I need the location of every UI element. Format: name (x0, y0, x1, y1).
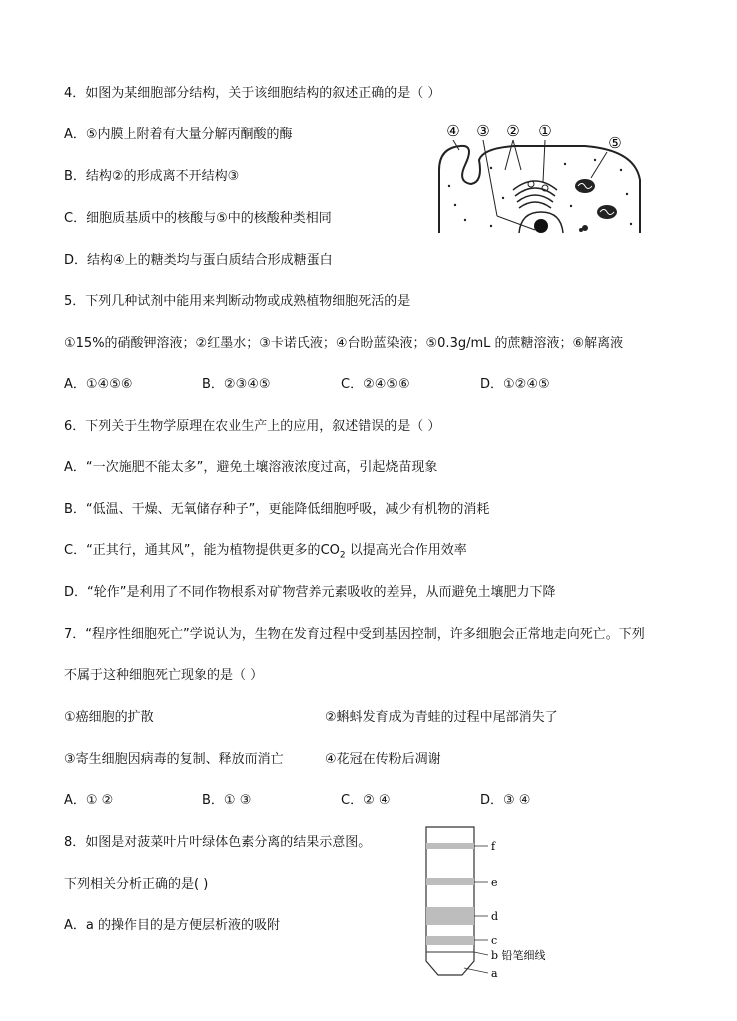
q4-option-d: D．结构④上的糖类均与蛋白质结合形成糖蛋白 (64, 253, 333, 268)
cell-structure-figure (435, 120, 650, 235)
label-2: ② (506, 122, 520, 140)
q6-option-b: B．“低温、干燥、无氧储存种子”，更能降低细胞呼吸，减少有机物的消耗 (64, 502, 490, 517)
q4-option-a: A．⑤内膜上附着有大量分解丙酮酸的酶 (64, 127, 293, 142)
band-label-a: a (491, 967, 498, 980)
label-3: ③ (476, 122, 490, 140)
label-1: ① (538, 122, 552, 140)
q6-option-c-text: C．“正其行，通其风”，能为植物提供更多的 (64, 543, 321, 558)
q5-stem: 5．下列几种试剂中能用来判断动物或成熟植物细胞死活的是 (64, 294, 411, 309)
q7-item-4: ④花冠在传粉后凋谢 (325, 752, 441, 767)
q4-option-b: B．结构②的形成离不开结构③ (64, 169, 240, 184)
band-label-b: b 铅笔细线 (491, 949, 546, 962)
q6-co2-sub: 2 (339, 550, 346, 561)
q6-option-c (64, 542, 467, 565)
q6-option-a: A．“一次施肥不能太多”，避免土壤溶液浓度过高，引起烧苗现象 (64, 460, 438, 475)
band-label-d: d (491, 910, 499, 923)
q7-option-a: A．① ② (64, 793, 114, 808)
q7-option-d: D．③ ④ (480, 793, 531, 808)
q8-stem: 8．如图是对菠菜叶片叶绿体色素分离的结果示意图。 (64, 835, 372, 850)
q5-option-d: D．①②④⑤ (480, 377, 550, 392)
chromatography-strip-figure (420, 825, 560, 985)
q7-option-b: B．① ③ (202, 793, 252, 808)
q6-option-c-tail: 以提高光合作用效率 (345, 543, 467, 558)
q5-option-c: C．②④⑤⑥ (341, 377, 410, 392)
q6-stem: 6．下列关于生物学原理在农业生产上的应用，叙述错误的是（ ） (64, 419, 441, 434)
q8-option-a: A．a 的操作目的是方便层析液的吸附 (64, 918, 280, 933)
q7-item-1: ①癌细胞的扩散 (64, 710, 154, 725)
q7-option-c: C．② ④ (341, 793, 391, 808)
q4-stem: 4．如图为某细胞部分结构，关于该细胞结构的叙述正确的是（ ） (64, 86, 441, 101)
q5-option-b: B．②③④⑤ (202, 377, 271, 392)
q7-stem-line1: 7．“程序性细胞死亡”学说认为，生物在发育过程中受到基因控制，许多细胞会正常地走向死亡。下列 (64, 627, 645, 642)
q7-item-2: ②蝌蚪发育成为青蛙的过程中尾部消失了 (325, 710, 558, 725)
q5-reagents: ①15%的硝酸钾溶液；②红墨水；③卡诺氏液；④台盼蓝染液；⑤0.3g/mL 的蔗糖溶液；⑥解离液 (64, 336, 624, 351)
q7-item-3: ③寄生细胞因病毒的复制、释放而消亡 (64, 752, 284, 767)
q7-stem-line2: 不属于这种细胞死亡现象的是（ ） (64, 668, 264, 683)
q8-stem2: 下列相关分析正确的是( ) (64, 877, 209, 892)
q6-option-d: D．“轮作”是利用了不同作物根系对矿物营养元素吸收的差异，从而避免土壤肥力下降 (64, 585, 556, 600)
band-label-c: c (491, 934, 498, 947)
q4-option-c: C．细胞质基质中的核酸与⑤中的核酸种类相同 (64, 211, 332, 226)
q5-option-a: A．①④⑤⑥ (64, 377, 133, 392)
q6-co2: CO (320, 543, 340, 558)
label-5: ⑤ (608, 134, 622, 152)
label-4: ④ (446, 122, 460, 140)
q6-co2-formula (320, 543, 346, 561)
band-label-e: e (491, 876, 498, 889)
band-label-f: f (491, 840, 496, 853)
